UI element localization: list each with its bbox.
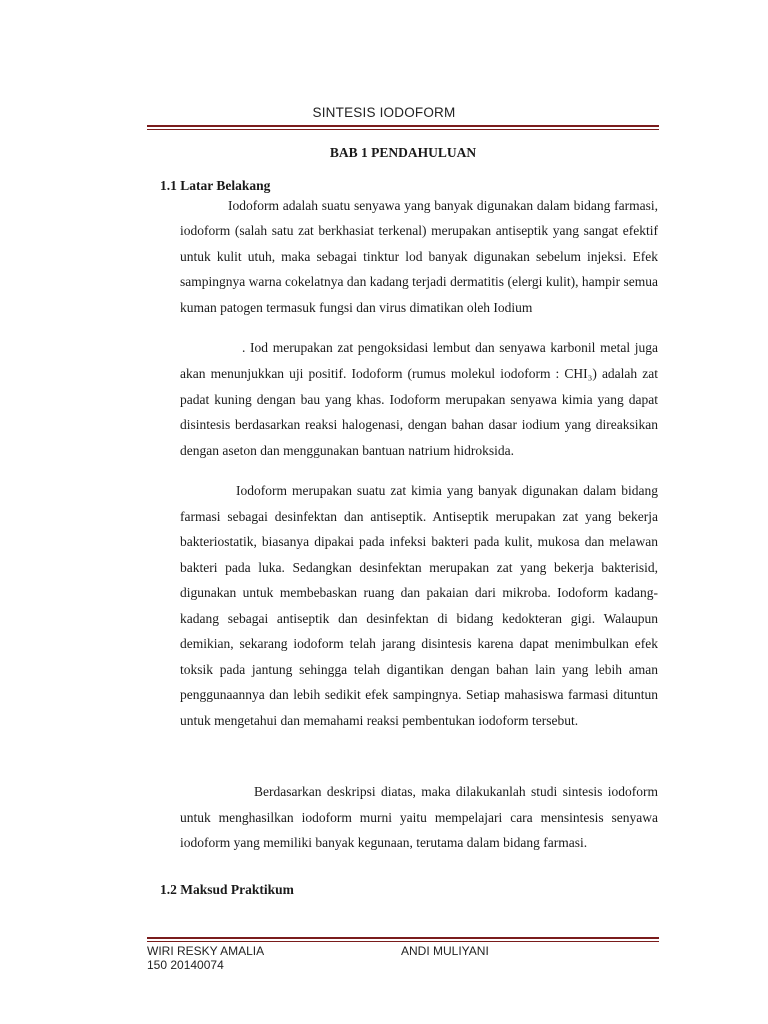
footer-author-name: WIRI RESKY AMALIA (147, 944, 265, 958)
paragraph-3: Iodoform merupakan suatu zat kimia yang banyak digunakan dalam bidang farmasi sebagai desinfektan dan antiseptik. Antiseptik merupakan zat yang bekerja bakteriostatik, biasanya dipakai pada infeksi bakteri pada kulit, mukosa dan melawan bakteri pada luka. Sedangkan desinfektan merupakan zat yang bekerja bakterisid, digunakan untuk membebaskan ruang dan pakaian dari mikroba. Iodoform kadang-kadang sebagai antiseptik dan desinfektan di bidang kedokteran gigi. Walaupun demikian, sekarang iodoform telah jarang disintesis karena dapat menimbulkan efek toksik pada jantung sehingga telah digantikan dengan bahan lain yang lebih aman penggunaannya dan lebih sedikit efek sampingnya. Setiap mahasiswa farmasi dituntun untuk mengetahui dan memahami reaksi pembentukan iodoform tersebut. (180, 483, 658, 728)
paragraph-1: Iodoform adalah suatu senyawa yang banyak digunakan dalam bidang farmasi, iodoform (salah satu zat berkhasiat terkenal) merupakan antiseptik yang sangat efektif untuk kulit utuh, maka sebagai tinktur lod banyak digunakan sebelum injeksi. Efek sampingnya warna cokelatnya dan kadang terjadi dermatitis (elergi kulit), hampir semua kuman patogen termasuk fungsi dan virus dimatikan oleh Iodium (180, 198, 658, 315)
page-header-title: SINTESIS IODOFORM (312, 105, 456, 120)
footer-partner-name: ANDI MULIYANI (401, 944, 489, 958)
paragraph-4: Berdasarkan deskripsi diatas, maka dilakukanlah studi sintesis iodoform untuk menghasilkan iodoform murni yaitu mempelajari cara mensintesis senyawa iodoform yang memiliki banyak kegunaan, terutama dalam bidang farmasi. (180, 784, 658, 850)
section-heading-maksud-praktikum: 1.2 Maksud Praktikum (160, 882, 294, 897)
section-heading-latar-belakang: 1.1 Latar Belakang (160, 178, 271, 193)
paragraph-2: . Iod merupakan zat pengoksidasi lembut dan senyawa karbonil metal juga akan menunjukkan uji positif. Iodoform (rumus molekul iodoform : CHI₃) adalah zat padat kuning dengan bau yang khas. Iodoform merupakan senyawa kimia yang dapat disintesis berdasarkan reaksi halogenasi, dengan bahan dasar iodium yang direaksikan dengan aseton dan menggunakan bantuan natrium hidroksida. (180, 340, 658, 459)
chapter-title: BAB 1 PENDAHULUAN (329, 145, 477, 160)
footer-divider (147, 937, 659, 942)
header-divider (147, 125, 659, 130)
footer-left (147, 944, 264, 972)
footer-author-id: 150 20140074 (147, 958, 224, 972)
